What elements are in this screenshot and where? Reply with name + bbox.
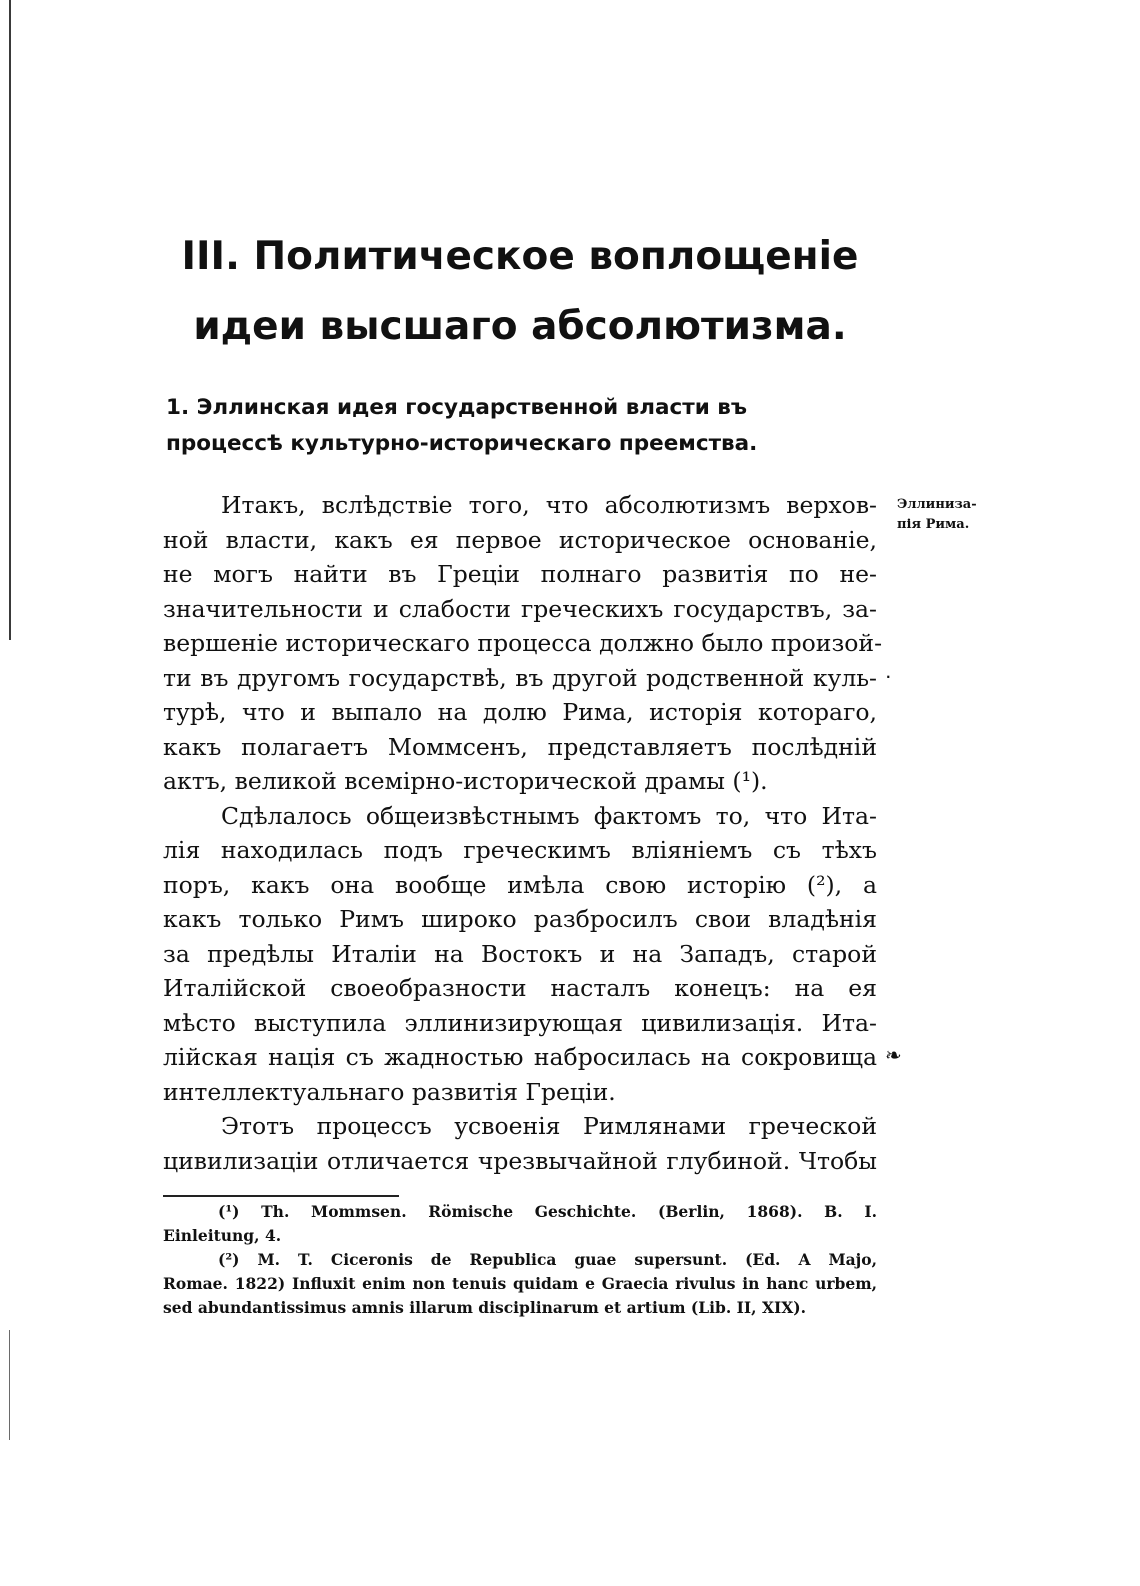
text-line: Итакъ, вслѣдствіе того, что абсолютизмъ верхов-	[221, 491, 877, 519]
text-line: мѣсто выступила эллинизирующая цивилизація. Ита-	[163, 1008, 877, 1037]
footnote-2-line-2: Romae. 1822) Influxit enim non tenuis quidam e Graecia rivulus in hanc urbem,	[163, 1274, 877, 1293]
text-line: ной власти, какъ ея первое историческое основаніе,	[163, 525, 877, 554]
body-text	[163, 488, 883, 1178]
text-line: интеллектуальнаго развитія Греціи.	[163, 1077, 616, 1106]
text-line: поръ, какъ она вообще имѣла свою исторію (²), а	[163, 870, 877, 899]
text-line: турѣ, что и выпало на долю Рима, исторія котораго,	[163, 698, 877, 726]
footnote-2-line-3: sed abundantissimus amnis illarum disciplinarum et artium (Lib. II, XIX).	[163, 1298, 806, 1317]
margin-note-line-2: пія Рима.	[897, 517, 970, 532]
text-line: Италійской своеобразности насталъ конецъ: на ея	[163, 974, 877, 1002]
text-line: лія находилась подъ греческимъ вліяніемъ съ тѣхъ	[163, 836, 877, 864]
text-line: какъ только Римъ широко разбросилъ свои владѣнія	[163, 905, 877, 933]
margin-flower-mark: ❧	[885, 1043, 902, 1067]
text-line: значительности и слабости греческихъ государствъ, за-	[163, 594, 877, 623]
text-line: вершеніе историческаго процесса должно было произой-	[163, 629, 883, 657]
footnote-2-line-1: (²) M. T. Ciceronis de Republica guae supersunt. (Ed. A Majo,	[218, 1250, 877, 1269]
scan-edge-line-lower	[9, 1330, 10, 1440]
text-line: цивилизаціи отличается чрезвычайной глубиной. Чтобы	[163, 1146, 877, 1175]
footnote-rule	[163, 1195, 399, 1197]
section-heading	[166, 390, 876, 462]
section-heading-line-1: 1. Эллинская идея государственной власти въ	[166, 395, 748, 420]
section-heading-line-2: процессѣ культурно-историческаго преемства.	[166, 431, 758, 456]
scan-edge-line	[9, 0, 11, 640]
text-line: какъ полагаетъ Моммсенъ, представляетъ послѣдній	[163, 732, 877, 761]
footnote-1-line-2: Einleitung, 4.	[163, 1226, 282, 1245]
text-line: Этотъ процессъ усвоенія Римлянами греческой	[221, 1112, 877, 1140]
text-line: за предѣлы Италіи на Востокъ и на Западъ, старой	[163, 939, 877, 968]
margin-note-line-1: Эллиниза-	[897, 497, 977, 512]
margin-note	[897, 495, 997, 535]
chapter-title-line-2: идеи высшаго абсолютизма.	[193, 304, 847, 349]
text-line: лійская нація съ жадностью набросилась на сокровища	[163, 1043, 877, 1071]
text-line: актъ, великой всеміpно-исторической драмы (¹).	[163, 767, 768, 795]
text-line: Сдѣлалось общеизвѣстнымъ фактомъ то, что Ита-	[221, 801, 877, 830]
text-line: не могъ найти въ Греціи полнаго развитія по не-	[163, 560, 877, 588]
footnote-1-line-1: (¹) Th. Mommsen. Römische Geschichte. (Berlin, 1868). B. I.	[218, 1202, 877, 1221]
text-line: ти въ другомъ государствѣ, въ другой родственной куль-	[163, 663, 877, 692]
chapter-title-line-1: III. Политическое воплощеніе	[181, 234, 859, 279]
margin-dot-mark: ·	[886, 670, 891, 684]
footnotes	[163, 1200, 877, 1320]
